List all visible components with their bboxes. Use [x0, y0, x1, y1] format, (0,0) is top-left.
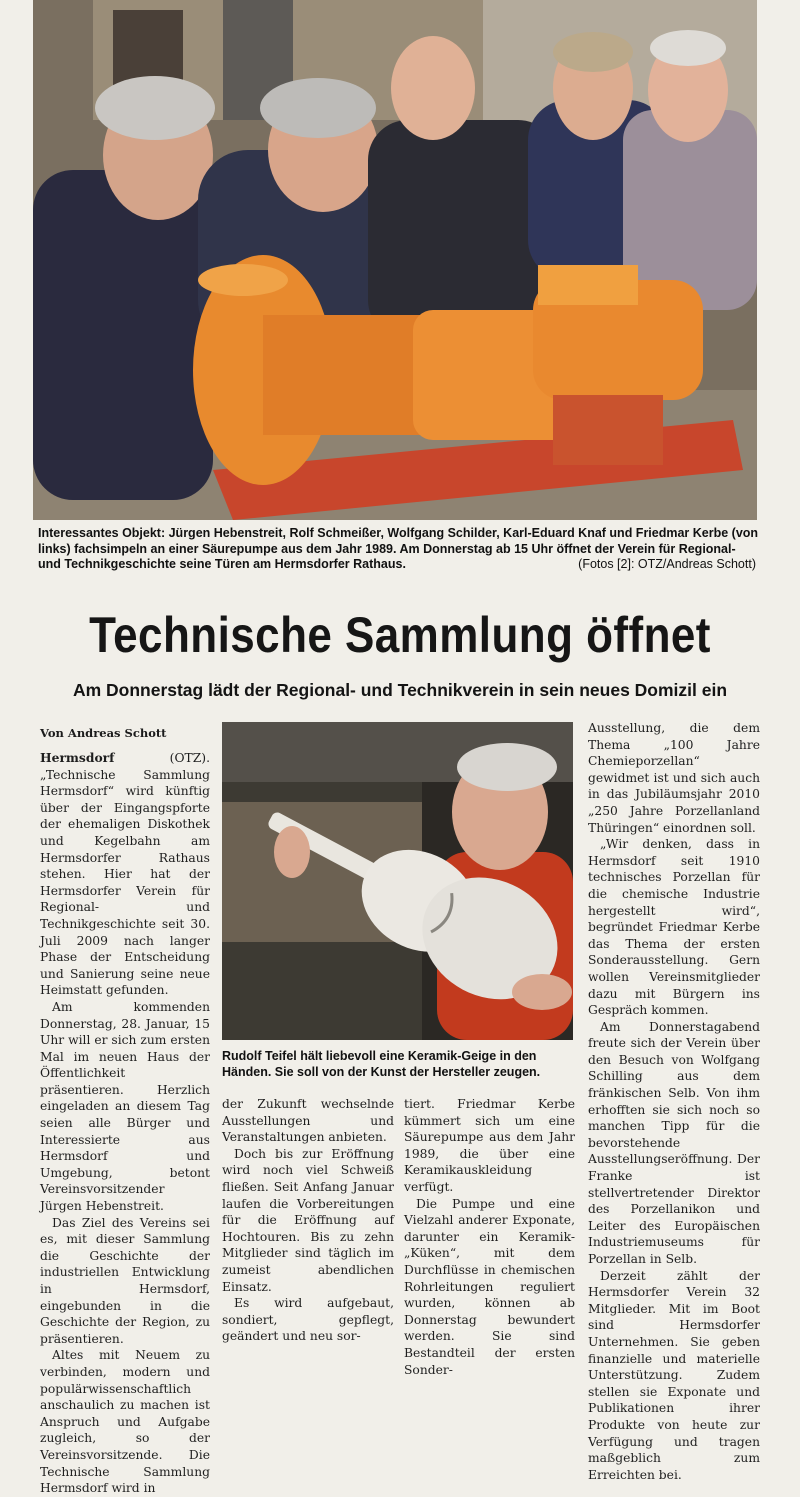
top-photo: [33, 0, 757, 520]
article-paragraph: Am kommenden Donnerstag, 28. Januar, 15 Uhr will er sich zum ersten Mal im neuen Haus der Öffentlichkeit präsentieren. Herzlich eingeladen an diesem Tag seien alle Bürger und Interessierte aus Hermsdorf und Umgebung, betont Vereinsvorsitzender Jürgen Hebenstreit.: [40, 999, 210, 1214]
article-paragraph: tiert. Friedmar Kerbe kümmert sich um eine Säurepumpe aus dem Jahr 1989, die über eine Keramikauskleidung verfügt.: [404, 1097, 575, 1194]
article-paragraph: Doch bis zur Eröffnung wird noch viel Schweiß fließen. Seit Anfang Januar laufen die Vorbereitungen für die Eröffnung auf Hochtouren. Bis zu zehn Mitglieder sind täglich im zumeist abendlichen Einsatz.: [222, 1146, 394, 1294]
article-paragraph: Ausstellung, die dem Thema „100 Jahre Chemieporzellan“ gewidmet ist und sich auch in das Jubiläumsjahr 2010 „250 Jahre Porzellanland Thüringen“ einordnen soll.: [588, 721, 760, 835]
article-paragraph: Altes mit Neuem zu verbinden, modern und populärwissenschaftlich anschaulich zu machen ist Anspruch und Aufgabe zugleich, so der Vereinsvorsitzende. Die Technische Sammlung Hermsdorf wird in: [40, 1348, 210, 1496]
article-column-3: [404, 1096, 575, 1378]
article-paragraph: Das Ziel des Vereins sei es, mit dieser Sammlung die Geschichte der industriellen Entwicklung in Hermsdorf, eingebunden in die Geschichte der Region, zu präsentieren.: [40, 1215, 210, 1346]
inset-photo-caption: Rudolf Teifel hält liebevoll eine Keramik-Geige in den Händen. Sie soll von der Kunst der Hersteller zeugen.: [222, 1049, 541, 1079]
photo-credit: (Fotos [2]: OTZ/Andreas Schott): [578, 557, 756, 571]
byline: Von Andreas Schott: [40, 726, 167, 740]
inset-photo: [222, 722, 573, 1040]
article-paragraph: Am Donnerstagabend freute sich der Verein über den Besuch von Wolfgang Schilling aus dem fränkischen Selb. Von ihm erhofften sie sich noch so manchen Tipp für die bevorstehende Ausstellungseröffnung. Der Franke ist stellvertretender Direktor des Porzellanikon und Leiter des Europäischen Industriemuseums für Porzellan in Selb.: [588, 1019, 760, 1266]
top-photo-caption: Interessantes Objekt: Jürgen Hebenstreit, Rolf Schmeißer, Wolfgang Schilder, Karl-Eduard Knaf und Friedmar Kerbe (von links) fachsimpeln an einer Säurepumpe aus dem Jahr 1989. Am Donnerstag ab 15 Uhr öffnet der Verein für Regional- und Technikgeschichte seine Türen am Hermsdorfer Rathaus.: [38, 526, 759, 571]
article-column-4: [588, 720, 760, 1483]
article-column-2: [222, 1096, 394, 1345]
article-paragraph: „Wir denken, dass in Hermsdorf seit 1910 technisches Porzellan für die chemische Industrie hergestellt wird“, begründet Friedmar Kerbe das Thema der ersten Sonderausstellung. Gern wollen Vereinsmitglieder dazu mit Bürgern ins Gespräch kommen.: [588, 837, 760, 1018]
article-paragraph: Die Pumpe und eine Vielzahl anderer Exponate, darunter ein Keramik-„Küken“, mit dem Durchflüsse in chemischen Rohrleitungen reguliert wurden, können ab Donnerstag bewundert werden. Sie sind Bestandteil der ersten Sonder-: [404, 1196, 575, 1377]
article-paragraph: Derzeit zählt der Hermsdorfer Verein 32 Mitglieder. Mit im Boot sind Hermsdorfer Unternehmen. Sie geben finanzielle und materielle Unterstützung. Zudem stellen sie Exponate und Publikationen ihrer Produkte von heute zur Verfügung und tragen maßgeblich zum Erreichten bei.: [588, 1268, 760, 1482]
article-paragraph: Es wird aufgebaut, sondiert, gepflegt, geändert und neu sor-: [222, 1296, 394, 1344]
subheadline: Am Donnerstag lädt der Regional- und Technikverein in sein neues Domizil ein: [72, 680, 728, 700]
article-paragraph: Hermsdorf (OTZ). „Technische Sammlung Hermsdorf“ wird künftig über der Eingangspforte der ehemaligen Diskothek und Kegelbahn am Hermsdorfer Rathaus stehen. Hier hat der Hermsdorfer Verein für Regional- und Technikgeschichte seit 30. Juli 2009 nach langer Phase der Entscheidung und Sanierung seine neue Heimstatt gefunden.: [40, 750, 210, 998]
article-column-1: [40, 750, 210, 1497]
headline: Technische Sammlung öffnet: [89, 607, 711, 663]
article-paragraph: der Zukunft wechselnde Ausstellungen und Veranstaltungen anbieten.: [222, 1097, 394, 1145]
dateline: Hermsdorf: [40, 750, 115, 765]
